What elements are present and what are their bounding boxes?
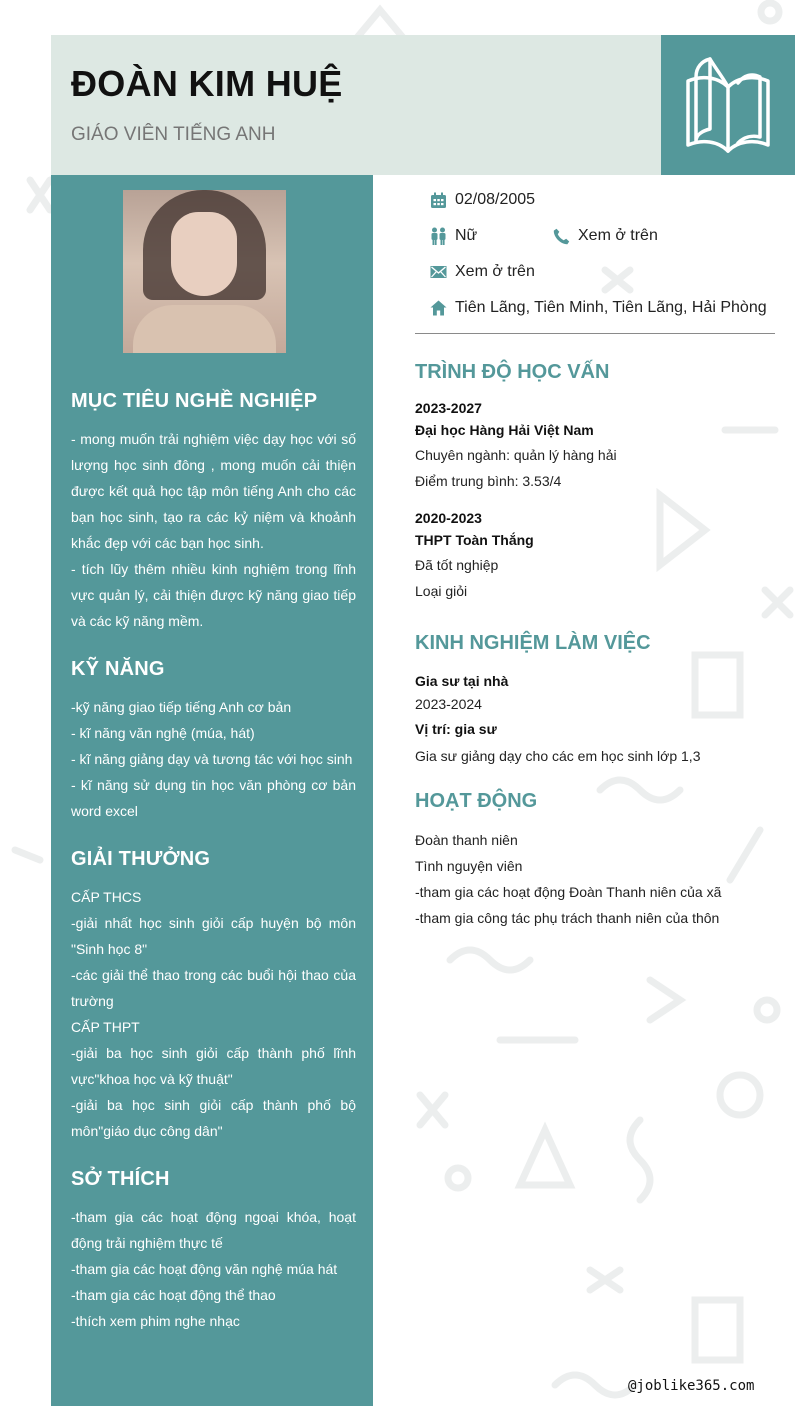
- book-icon: [680, 57, 776, 153]
- section-hobbies: [71, 1168, 356, 1334]
- hobbies-title: SỞ THÍCH: [71, 1168, 170, 1190]
- section-activities: [415, 790, 775, 931]
- header-banner: [51, 35, 661, 175]
- awards-title: GIẢI THƯỞNG: [71, 848, 211, 870]
- hobby-item: -tham gia các hoạt động thể thao: [71, 1287, 276, 1303]
- skill-item: - kĩ năng giảng dạy và tương tác với học sinh: [71, 751, 353, 767]
- hobby-item: -thích xem phim nghe nhạc: [71, 1313, 240, 1329]
- avatar: [123, 190, 286, 353]
- phone-icon: [553, 228, 570, 245]
- address-row: [430, 299, 767, 317]
- gender-value: Nữ: [455, 227, 478, 244]
- experience-description: Gia sư giảng dạy cho các em học sinh lớp 1,3: [415, 748, 701, 764]
- home-icon: [430, 300, 447, 316]
- education-detail: Điểm trung bình: 3.53/4: [415, 473, 562, 489]
- address-value: Tiên Lãng, Tiên Minh, Tiên Lãng, Hải Phòng: [455, 299, 767, 316]
- objective-title: MỤC TIÊU NGHỀ NGHIỆP: [71, 390, 318, 412]
- experience-title: KINH NGHIỆM LÀM VIỆC: [415, 632, 651, 654]
- skill-item: -kỹ năng giao tiếp tiếng Anh cơ bản: [71, 699, 292, 715]
- email-value: Xem ở trên: [455, 263, 535, 280]
- section-experience: [415, 632, 775, 769]
- education-years: 2023-2027: [415, 400, 482, 416]
- phone-value: Xem ở trên: [578, 227, 658, 244]
- education-title: TRÌNH ĐỘ HỌC VẤN: [415, 361, 610, 383]
- award-item: -giải ba học sinh giỏi cấp thành phố bộ môn"giáo dục công dân": [71, 1097, 356, 1139]
- award-item: CẤP THCS: [71, 889, 142, 905]
- activity-item: -tham gia các hoạt động Đoàn Thanh niên của xã: [415, 884, 722, 900]
- birthdate-value: 02/08/2005: [455, 191, 536, 208]
- birthdate-row: [430, 191, 535, 209]
- education-detail: Đã tốt nghiệp: [415, 557, 499, 573]
- award-item: -giải nhất học sinh giỏi cấp huyện bộ môn "Sinh học 8": [71, 915, 356, 957]
- award-item: -giải ba học sinh giỏi cấp thành phố lĩnh vực"khoa học và kỹ thuật": [71, 1045, 356, 1087]
- objective-line: - mong muốn trải nghiệm việc dạy học với số lượng học sinh đông , mong muốn cải thiện được kết quả học tập môn tiếng Anh cho các bạn học sinh, tạo ra các kỷ niệm và khoảnh khắc đẹp với các bạn học sinh.: [71, 431, 356, 551]
- section-skills: [71, 658, 356, 824]
- education-detail: Chuyên ngành: quản lý hàng hải: [415, 447, 617, 463]
- activities-title: HOẠT ĐỘNG: [415, 790, 538, 812]
- education-school: Đại học Hàng Hải Việt Nam: [415, 422, 594, 438]
- calendar-icon: [430, 192, 447, 209]
- section-objective: [71, 390, 356, 634]
- gender-row: [430, 227, 477, 245]
- section-awards: [71, 848, 356, 1144]
- activity-item: Tình nguyện viên: [415, 858, 523, 874]
- activity-item: -tham gia công tác phụ trách thanh niên của thôn: [415, 910, 720, 926]
- email-icon: [430, 265, 447, 279]
- hobby-item: -tham gia các hoạt động ngoại khóa, hoạt động trải nghiệm thực tế: [71, 1209, 356, 1251]
- skill-item: - kĩ năng sử dụng tin học văn phòng cơ bản word excel: [71, 777, 356, 819]
- sidebar: [51, 175, 373, 1406]
- candidate-name: ĐOÀN KIM HUỆ: [71, 63, 343, 104]
- education-school: THPT Toàn Thắng: [415, 532, 534, 548]
- experience-company: Gia sư tại nhà: [415, 673, 509, 689]
- education-detail: Loại giỏi: [415, 583, 468, 599]
- logo-box: [661, 35, 795, 175]
- watermark: @joblike365.com: [628, 1378, 755, 1394]
- section-education: [415, 361, 775, 604]
- objective-line: - tích lũy thêm nhiều kinh nghiệm trong lĩnh vực quản lý, cải thiện được kỹ năng giao tiếp và các kỹ năng mềm.: [71, 561, 356, 629]
- experience-position: Vị trí: gia sư: [415, 721, 497, 737]
- experience-years: 2023-2024: [415, 696, 482, 712]
- skills-title: KỸ NĂNG: [71, 658, 165, 680]
- award-item: CẤP THPT: [71, 1019, 140, 1035]
- award-item: -các giải thể thao trong các buổi hội thao của trường: [71, 967, 356, 1009]
- education-years: 2020-2023: [415, 510, 482, 526]
- phone-row: [553, 227, 658, 245]
- skill-item: - kĩ năng văn nghệ (múa, hát): [71, 725, 255, 741]
- email-row: [430, 263, 535, 281]
- hobby-item: -tham gia các hoạt động văn nghệ múa hát: [71, 1261, 338, 1277]
- divider: [415, 333, 775, 334]
- candidate-role: GIÁO VIÊN TIẾNG ANH: [71, 124, 276, 145]
- activity-item: Đoàn thanh niên: [415, 832, 518, 848]
- gender-icon: [430, 227, 447, 245]
